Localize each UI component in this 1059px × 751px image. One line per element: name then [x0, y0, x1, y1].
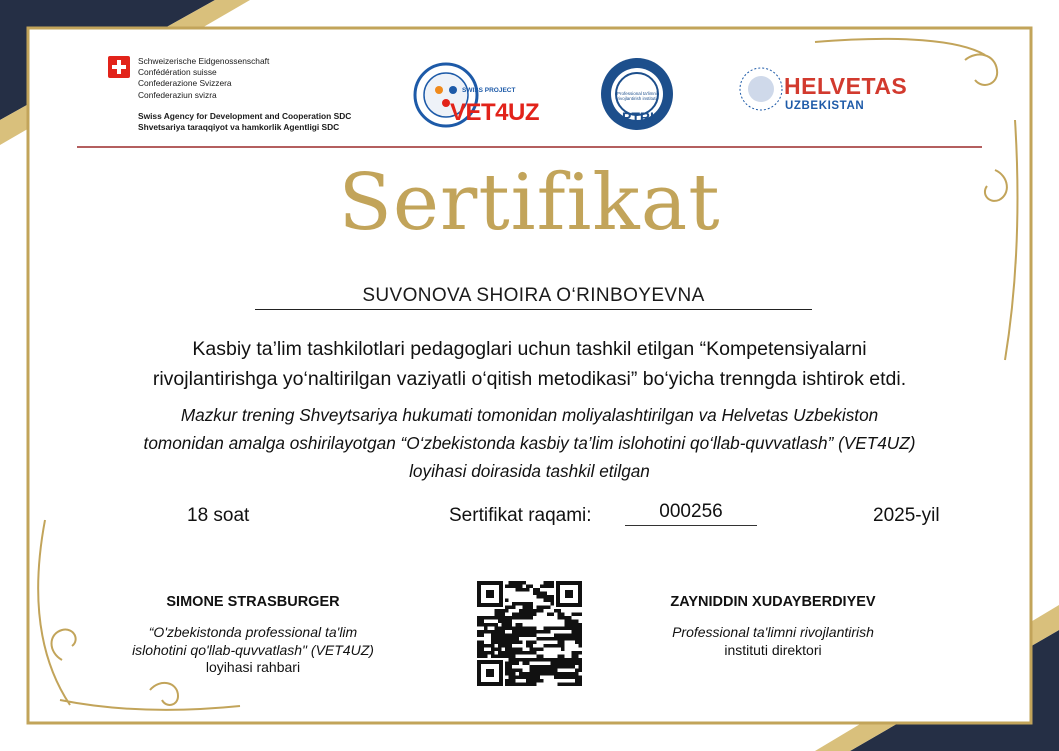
swiss-flag-icon: [108, 56, 130, 78]
signatory-2-name: ZAYNIDDIN XUDAYBERDIYEV: [670, 594, 876, 610]
recipient-name: SUVONOVA SHOIRA O‘RINBOYEVNA: [362, 285, 705, 306]
signatory-1-role-line-2: islohotini qo'llab-quvvatlash" (VET4UZ): [132, 641, 374, 658]
certificate-number-label: Sertifikat raqami:: [449, 505, 592, 526]
signatory-1-name: SIMONE STRASBURGER: [166, 594, 340, 610]
signatory-1-role: [100, 624, 406, 677]
qr-code: [477, 581, 582, 686]
certificate-number-underline: [625, 525, 757, 526]
signatory-2-role: [620, 624, 926, 659]
sdc-agency-names: [138, 111, 351, 133]
body-line-1: Kasbiy ta’lim tashkilotlari pedagoglari uchun tashkil etilgan “Kompetensiyalarni: [192, 338, 867, 360]
helvetas-country: UZBEKISTAN: [785, 100, 865, 112]
helvetas-globe-icon: [738, 66, 784, 112]
funding-line-3: loyihasi doirasida tashkil etilgan: [409, 461, 650, 481]
recipient-underline: [255, 309, 812, 310]
signatory-2-role-line-2: instituti direktori: [724, 641, 822, 658]
sdc-agency-line-2: Shvetsariya taraqqiyot va hamkorlik Agentligi SDC: [138, 122, 340, 133]
certificate-number: 000256: [659, 501, 723, 522]
signatory-1-role-line-3: loyihasi rahbari: [205, 659, 301, 675]
certificate-title: Sertifikat: [338, 158, 721, 248]
sdc-line-2: Confédération suisse: [138, 67, 217, 78]
helvetas-name: HELVETAS: [784, 73, 908, 99]
certificate-funding-note: [60, 401, 999, 485]
funding-line-2: tomonidan amalga oshirilayotgan “O‘zbekistonda kasbiy ta’lim islohotini qo‘llab-quvvatlash” (VET4UZ): [143, 433, 916, 453]
ptri-name: PTRI: [622, 109, 654, 125]
sdc-federation-names: [138, 56, 269, 101]
funding-line-1: Mazkur trening Shveytsariya hukumati tomonidan moliyalashtirilgan va Helvetas Uzbekiston: [180, 405, 879, 425]
ptri-subtitle: Professional ta'limni rivojlantirish instituti: [617, 91, 657, 101]
signatory-2-role-line-1: Professional ta'limni rivojlantirish: [672, 624, 874, 640]
vet4uz-swiss-project: SWISS PROJECT: [462, 87, 516, 94]
training-hours: 18 soat: [187, 505, 250, 526]
certificate-body: [60, 334, 999, 394]
signatory-1-role-line-1: “O'zbekistonda professional ta'lim: [148, 624, 358, 640]
sdc-line-3: Confederazione Svizzera: [138, 78, 232, 89]
certificate-year: 2025-yil: [873, 505, 940, 526]
sdc-line-1: Schweizerische Eidgenossenschaft: [138, 56, 270, 66]
vet4uz-name: VET4UZ: [450, 99, 540, 126]
body-line-2: rivojlantirishga yo‘naltirilgan vaziyatli o‘qitish metodikasi” bo‘yicha trenngda ishtirok etdi.: [152, 368, 907, 390]
sdc-line-4: Confederaziun svizra: [138, 89, 217, 100]
sdc-agency-line-1: Swiss Agency for Development and Cooperation SDC: [138, 111, 352, 121]
